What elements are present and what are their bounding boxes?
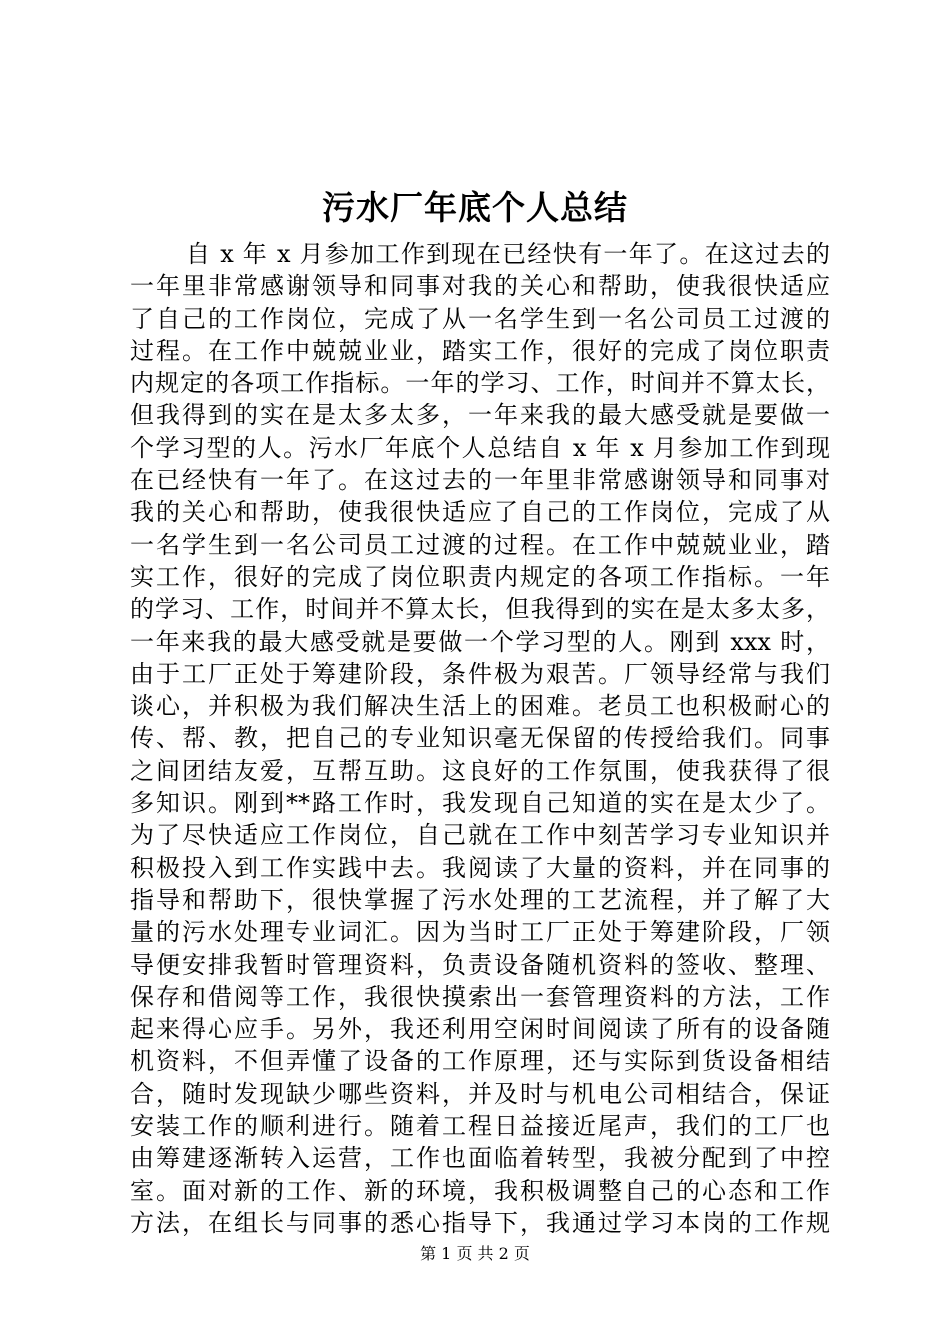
body-text-line: 自 x 年 x 月参加工作到现在已经快有一年了。在这过去的 xyxy=(186,240,830,268)
body-text-line: 的学习、工作，时间并不算太长，但我得到的实在是太多太多， xyxy=(130,595,830,624)
body-text-line: 在已经快有一年了。在这过去的一年里非常感谢领导和同事对 xyxy=(130,466,830,495)
body-text-line: 指导和帮助下，很快掌握了污水处理的工艺流程，并了解了大 xyxy=(130,885,830,914)
body-text-line: 过程。在工作中兢兢业业，踏实工作，很好的完成了岗位职责 xyxy=(130,336,830,365)
body-text-line: 由于工厂正处于筹建阶段，条件极为艰苦。厂领导经常与我们 xyxy=(130,659,830,688)
body-text-line: 室。面对新的工作、新的环境，我积极调整自己的心态和工作 xyxy=(130,1176,830,1205)
body-text-line: 但我得到的实在是太多太多，一年来我的最大感受就是要做一 xyxy=(130,401,830,430)
body-text-line: 我的关心和帮助，使我很快适应了自己的工作岗位，完成了从 xyxy=(130,498,830,527)
document-title: 污水厂年底个人总结 xyxy=(322,188,628,227)
body-text-line: 起来得心应手。另外，我还利用空闲时间阅读了所有的设备随 xyxy=(130,1015,830,1044)
body-text-line: 个学习型的人。污水厂年底个人总结自 x 年 x 月参加工作到现 xyxy=(130,433,830,462)
body-text-line: 实工作，很好的完成了岗位职责内规定的各项工作指标。一年 xyxy=(130,562,830,591)
document-body xyxy=(130,238,830,1239)
body-text-line: 合，随时发现缺少哪些资料，并及时与机电公司相结合，保证 xyxy=(130,1079,830,1108)
body-text-line: 导便安排我暂时管理资料，负责设备随机资料的签收、整理、 xyxy=(130,950,830,979)
page-footer: 第 1 页 共 2 页 xyxy=(420,1244,530,1263)
body-text-line: 安装工作的顺利进行。随着工程日益接近尾声，我们的工厂也 xyxy=(130,1112,830,1141)
body-text-line: 之间团结友爱，互帮互助。这良好的工作氛围，使我获得了很 xyxy=(130,756,830,785)
body-text-line: 一名学生到一名公司员工过渡的过程。在工作中兢兢业业，踏 xyxy=(130,530,830,559)
body-text-line: 传、帮、教，把自己的专业知识毫无保留的传授给我们。同事 xyxy=(130,724,830,753)
body-text-line: 内规定的各项工作指标。一年的学习、工作，时间并不算太长， xyxy=(130,369,830,398)
body-text-line: 机资料，不但弄懂了设备的工作原理，还与实际到货设备相结 xyxy=(130,1047,830,1076)
body-text-line: 为了尽快适应工作岗位，自己就在工作中刻苦学习专业知识并 xyxy=(130,821,830,850)
body-text-line: 由筹建逐渐转入运营，工作也面临着转型，我被分配到了中控 xyxy=(130,1144,830,1173)
body-text-line: 方法，在组长与同事的悉心指导下，我通过学习本岗的工作规 xyxy=(130,1208,830,1237)
body-text-line: 一年里非常感谢领导和同事对我的关心和帮助，使我很快适应 xyxy=(130,272,830,301)
body-text-line: 多知识。刚到**路工作时，我发现自己知道的实在是太少了。 xyxy=(130,789,830,818)
body-text-line: 一年来我的最大感受就是要做一个学习型的人。刚到 xxx 时， xyxy=(130,627,830,656)
body-text-line: 谈心，并积极为我们解决生活上的困难。老员工也积极耐心的 xyxy=(130,692,830,721)
body-text-line: 保存和借阅等工作，我很快摸索出一套管理资料的方法，工作 xyxy=(130,982,830,1011)
body-text-line: 了自己的工作岗位，完成了从一名学生到一名公司员工过渡的 xyxy=(130,304,830,333)
body-text-line: 量的污水处理专业词汇。因为当时工厂正处于筹建阶段，厂领 xyxy=(130,918,830,947)
body-text-line: 积极投入到工作实践中去。我阅读了大量的资料，并在同事的 xyxy=(130,853,830,882)
